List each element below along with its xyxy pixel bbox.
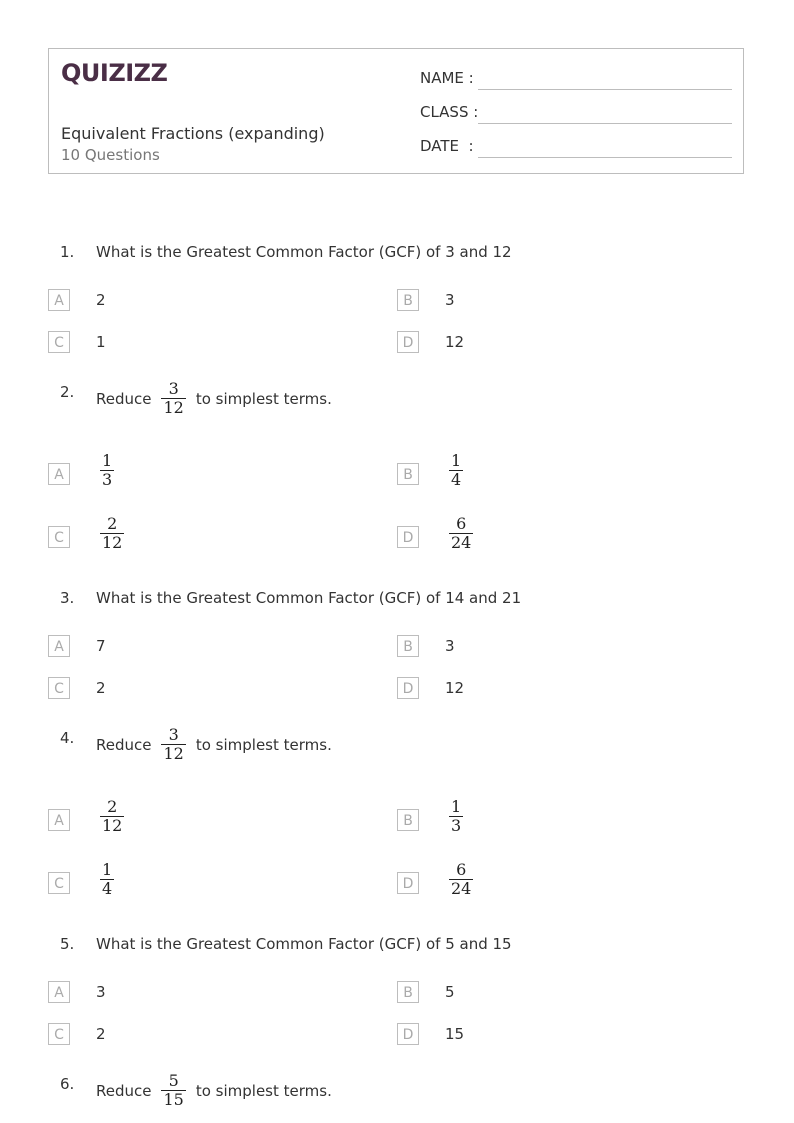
question-suffix: to simplest terms.	[195, 735, 332, 754]
option-value: 5	[445, 983, 455, 1001]
option-letter: B	[397, 981, 419, 1003]
fraction-denominator: 12	[163, 398, 184, 418]
option-value	[100, 515, 124, 553]
fraction-denominator: 24	[451, 533, 472, 553]
question-number: 3.	[60, 589, 75, 607]
question-suffix: to simplest terms.	[195, 1081, 332, 1100]
question-text: What is the Greatest Common Factor (GCF) of 14 and 21	[96, 589, 522, 607]
option-fraction	[100, 515, 124, 553]
question-prefix: Reduce	[96, 389, 152, 408]
fraction-numerator: 1	[451, 451, 462, 470]
option-value	[449, 515, 473, 553]
question-text	[96, 1072, 332, 1110]
option-value: 3	[445, 291, 455, 309]
class-label: CLASS :	[420, 103, 479, 121]
fraction-numerator: 3	[168, 725, 179, 744]
option-value	[449, 861, 473, 899]
option-value: 15	[445, 1025, 465, 1043]
option-value	[449, 798, 463, 836]
option-letter: A	[48, 809, 70, 831]
option-fraction	[449, 515, 473, 553]
quizizz-logo: QUIZIZZ	[61, 59, 168, 87]
option-value: 12	[445, 679, 465, 697]
question-number: 2.	[60, 383, 75, 401]
fraction-denominator: 12	[102, 533, 123, 553]
fraction-numerator: 1	[451, 797, 462, 816]
question-prefix: Reduce	[96, 1081, 152, 1100]
worksheet-header	[48, 48, 744, 174]
date-line	[478, 157, 732, 158]
question-number: 4.	[60, 729, 75, 747]
question-prefix: Reduce	[96, 735, 152, 754]
name-line	[478, 89, 732, 90]
option-letter: A	[48, 635, 70, 657]
option-letter: D	[397, 331, 419, 353]
question-text	[96, 380, 332, 418]
class-line	[478, 123, 732, 124]
option-letter: A	[48, 289, 70, 311]
date-label: DATE :	[420, 137, 474, 155]
option-letter: C	[48, 677, 70, 699]
option-fraction	[100, 452, 114, 490]
fraction-numerator: 1	[102, 451, 113, 470]
option-fraction	[449, 861, 473, 899]
question-number: 5.	[60, 935, 75, 953]
option-letter: C	[48, 526, 70, 548]
option-letter: C	[48, 331, 70, 353]
fraction-numerator: 6	[456, 860, 467, 879]
option-letter: C	[48, 872, 70, 894]
option-letter: A	[48, 981, 70, 1003]
option-value	[100, 861, 114, 899]
fraction-denominator: 24	[451, 879, 472, 899]
option-letter: D	[397, 677, 419, 699]
fraction-denominator: 4	[451, 470, 462, 490]
fraction-numerator: 3	[168, 379, 179, 398]
worksheet-title: Equivalent Fractions (expanding)	[61, 124, 325, 143]
option-letter: A	[48, 463, 70, 485]
question-text: What is the Greatest Common Factor (GCF) of 3 and 12	[96, 243, 512, 261]
option-letter: C	[48, 1023, 70, 1045]
option-letter: B	[397, 289, 419, 311]
option-value	[100, 452, 114, 490]
class-field[interactable]	[420, 103, 478, 121]
option-value	[449, 452, 463, 490]
option-value: 2	[96, 1025, 106, 1043]
option-letter: D	[397, 872, 419, 894]
option-value: 3	[445, 637, 455, 655]
question-fraction	[161, 1072, 185, 1110]
fraction-denominator: 3	[102, 470, 113, 490]
name-label: NAME :	[420, 69, 474, 87]
option-letter: D	[397, 526, 419, 548]
fraction-denominator: 12	[163, 744, 184, 764]
fraction-denominator: 4	[102, 879, 113, 899]
option-letter: B	[397, 635, 419, 657]
name-field[interactable]	[420, 69, 474, 87]
option-value: 2	[96, 291, 106, 309]
option-letter: D	[397, 1023, 419, 1045]
fraction-denominator: 15	[163, 1090, 184, 1110]
question-count: 10 Questions	[61, 146, 160, 164]
fraction-numerator: 6	[456, 514, 467, 533]
option-fraction	[100, 861, 114, 899]
fraction-denominator: 3	[451, 816, 462, 836]
option-letter: B	[397, 809, 419, 831]
option-fraction	[100, 798, 124, 836]
option-value	[100, 798, 124, 836]
question-text	[96, 726, 332, 764]
option-value: 3	[96, 983, 106, 1001]
question-suffix: to simplest terms.	[195, 389, 332, 408]
option-value: 1	[96, 333, 106, 351]
question-number: 6.	[60, 1075, 75, 1093]
option-letter: B	[397, 463, 419, 485]
option-fraction	[449, 452, 463, 490]
option-value: 2	[96, 679, 106, 697]
option-fraction	[449, 798, 463, 836]
fraction-denominator: 12	[102, 816, 123, 836]
fraction-numerator: 5	[168, 1071, 179, 1090]
date-field[interactable]	[420, 137, 474, 155]
option-value: 12	[445, 333, 465, 351]
question-fraction	[161, 380, 185, 418]
question-fraction	[161, 726, 185, 764]
fraction-numerator: 1	[102, 860, 113, 879]
question-text: What is the Greatest Common Factor (GCF) of 5 and 15	[96, 935, 512, 953]
question-number: 1.	[60, 243, 75, 261]
fraction-numerator: 2	[107, 797, 118, 816]
fraction-numerator: 2	[107, 514, 118, 533]
option-value: 7	[96, 637, 106, 655]
